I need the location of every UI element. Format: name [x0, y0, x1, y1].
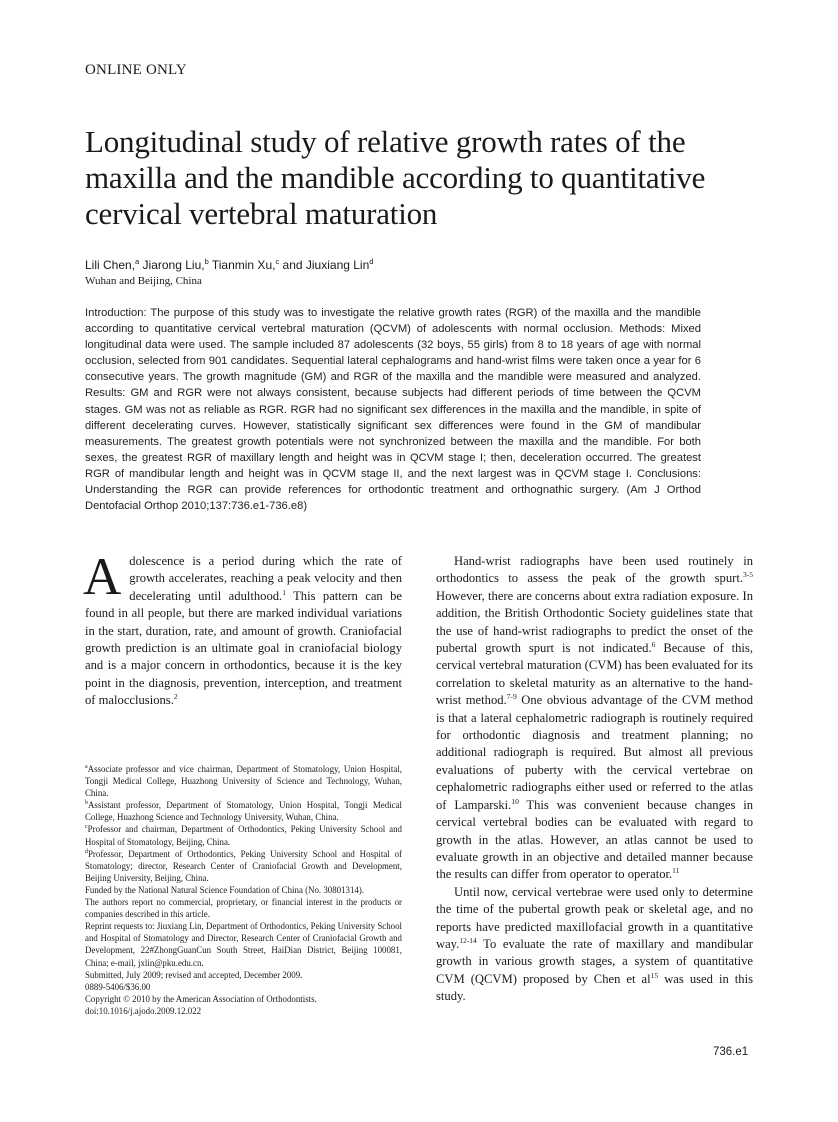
footnotes: [85, 763, 402, 1017]
reference-mark: 10: [511, 796, 519, 806]
footnote-affiliation: $^b$Assistant professor, Department of Stomatology, Union Hospital, Tongji Medical College, Huazhong Science and Technology University, Wuhan, China.: [85, 800, 402, 823]
footnote-affiliation: $^a$Associate professor and vice chairman, Department of Stomatology, Union Hospital, Tongji Medical College, Huazhong University of Science and Technology, Wuhan, China.: [85, 764, 402, 799]
author-location: Wuhan and Beijing, China: [85, 275, 202, 287]
reference-mark: 15: [650, 970, 659, 980]
affiliation-mark: a: [135, 257, 140, 266]
body-paragraph: Hand-wrist radiographs have been used routinely in orthodontics to assess the peak of the growth spurt.$^{3-5}$ However, there are concerns about extra radiation exposure. In addition, the British Orthodontic Society guidelines state that the use of hand-wrist radiographs to predict the onset of the pubertal growth spurt is not indicated.$^6$ Because of this, cervical vertebral maturation (CVM) has been evaluated for its correlation to skeletal maturity as an alternative to the hand-wrist method.$^{7-9}$ One obvious advantage of the CVM method is that a lateral cephalometric radiograph is routinely required for orthodontic diagnosis and treatment planning; no additional radiograph is required. But almost all previous evaluations of puberty with the cervical vertebrae on cephalometric radiographs either used or referred to the atlas of Lamparski.$^{10}$ This was convenient because changes in cervical vertebral bodies can be evaluated with regard to growth in the atlas. However, an atlas cannot be used to evaluate growth in an objective and detailed manner because the results can differ from operator to operator.$^{11}$: [436, 554, 754, 882]
affiliation-mark: d: [369, 257, 374, 266]
footnote-submitted: Submitted, July 2009; revised and accepted, December 2009.: [85, 969, 303, 980]
reference-mark: 3-5: [743, 570, 753, 580]
footnote-funding: Funded by the National Natural Science Foundation of China (No. 30801314).: [85, 884, 365, 895]
footnote-affiliation: $^c$Professor and chairman, Department of Orthodontics, Peking University School and Hospital of Stomatology, Beijing, China.: [85, 824, 402, 847]
section-label: ONLINE ONLY: [85, 62, 187, 78]
body-column-right: [436, 553, 753, 1006]
page-number: 736.e1: [713, 1046, 749, 1058]
author-name: Jiarong Liu,: [139, 258, 205, 272]
drop-cap: A: [83, 548, 122, 606]
abstract: Introduction: The purpose of this study was to investigate the relative growth rates (RGR) of the maxilla and the mandible according to quantitative cervical vertebral maturation (QCVM) of adolescents with normal occlusion. Methods: Mixed longitudinal data were used. The sample included 87 adolescents (32 boys, 55 girls) from 8 to 18 years of age with normal occlusion, selected from 901 candidates. Sequential lateral cephalograms and hand-wrist films were taken once a year for 6 consecutive years. The growth magnitude (GM) and RGR of the maxilla and the mandible were measured and analyzed. Results: GM and RGR were not always consistent, because subjects had different periods of time between the QCVM stages. GM was not as reliable as RGR. RGR had no significant sex differences in the maxilla and the mandible, in spite of different decelerating curves. However, statistically significant sex differences were found in the GM of mandibular measurements. The greatest growth potentials were not synchronized between the maxilla and the mandible. For both sexes, the greatest RGR of maxillary length and height was in QCVM stage I; then, deceleration occurred. The greatest RGR of mandibular length and height was in QCVM stage II, and the next largest was in QCVM stage I. Conclusions: Understanding the RGR can provide references for orthodontic treatment and orthognathic surgery. (Am J Orthod Dentofacial Orthop 2010;137:736.e1-736.e8): [85, 307, 701, 513]
body-paragraph: Until now, cervical vertebrae were used only to determine the time of the pubertal growth peak or skeletal age, and no reports have predicted maxillofacial growth in a quantitative way.$^{12-14}$ To evaluate the rate of maxillary and mandibular growth in various growth stages, a system of quantitative CVM (QCVM) proposed by Chen et $al^{15}$ was used in this study.: [436, 884, 753, 1004]
reference-mark: 6: [651, 639, 656, 649]
reference-mark: 7-9: [506, 692, 517, 702]
reference-mark: 12-14: [459, 935, 477, 945]
body-column-left: [83, 548, 402, 710]
footnote-doi: doi:10.1016/j.ajodo.2009.12.022: [85, 1005, 202, 1016]
reference-mark: 1: [282, 587, 286, 597]
affiliation-mark: b: [204, 257, 209, 266]
author-name: Tianmin Xu,: [208, 258, 276, 272]
footnote-reprint: Reprint requests to: Jiuxiang Lin, Department of Orthodontics, Peking University School and Hospital of Stomatology and Director, Research Center of Craniofacial Growth and Development, 22#ZhongGuanCun South Street, HaiDian District, Beijing 100081, China; e-mail, jxlin@pku.edu.cn.: [85, 921, 402, 968]
reference-mark: 2: [173, 692, 178, 702]
footnote-disclosure: The authors report no commercial, proprietary, or financial interest in the products or companies described in this article.: [85, 897, 402, 920]
author-list: [85, 257, 373, 272]
footnote-copyright: Copyright © 2010 by the American Association of Orthodontists.: [85, 993, 317, 1004]
footnote-price: 0889-5406/$36.00: [85, 981, 151, 992]
author-name: Lili Chen,: [85, 258, 136, 272]
article-title: Longitudinal study of relative growth rates of the maxilla and the mandible according to quantitative cervical vertebral maturation: [85, 124, 706, 231]
intro-paragraph: Adolescence is a period during which the rate of growth accelerates, reaching a peak velocity and then decelerating until adulthood.$^1$ This pattern can be found in all people, but there are marked individual variations in the start, duration, rate, and amount of growth. Craniofacial growth prediction is an ultimate goal in craniofacial biology and is a major concern in orthodontics, because it is the key point in the diagnosis, prevention, interception, and treatment of malocclusions.$^2$: [83, 548, 402, 708]
reference-mark: 11: [672, 866, 680, 876]
affiliation-mark: c: [275, 257, 280, 266]
footnote-affiliation: $^d$Professor, Department of Orthodontics, Peking University School and Hospital of Stomatology; director, Research Center of Craniofacial Growth and Development, Beijing University, Beijing, China.: [85, 848, 402, 883]
author-name: and Jiuxiang Lin: [279, 258, 370, 272]
